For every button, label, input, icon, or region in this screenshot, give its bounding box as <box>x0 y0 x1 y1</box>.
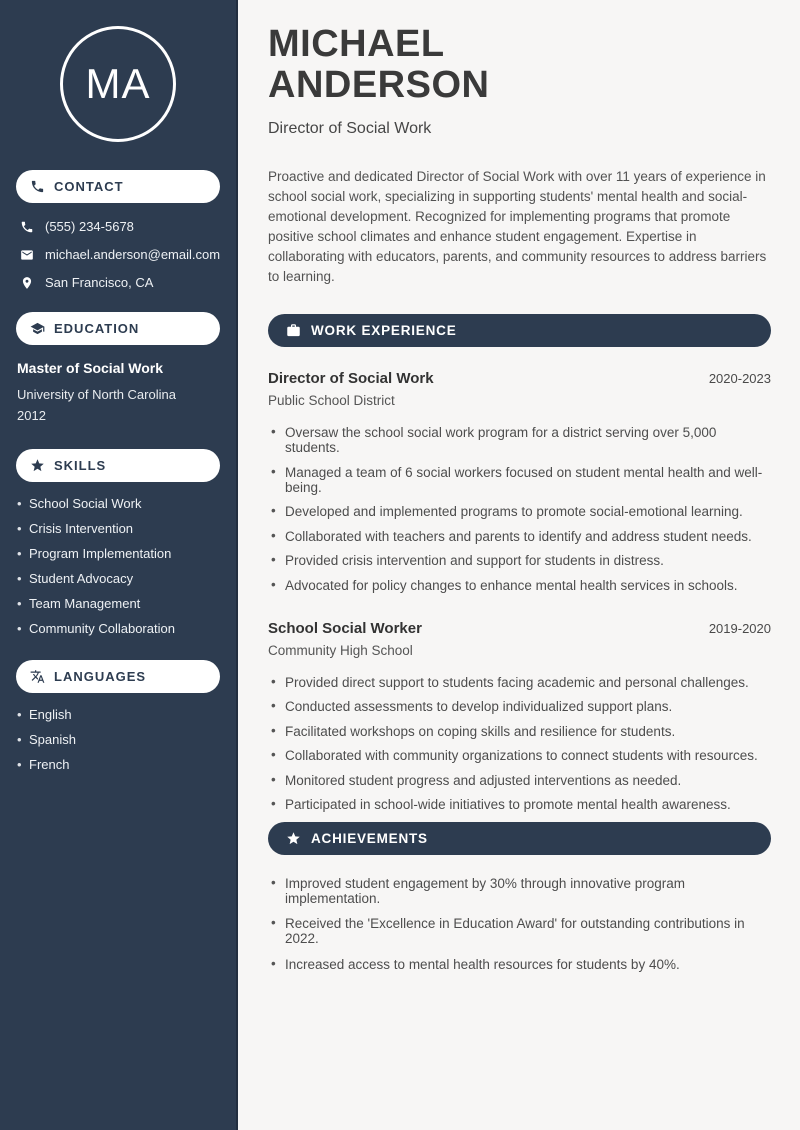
location-icon <box>20 276 34 290</box>
job-bullet: • Developed and implemented programs to promote social-emotional learning. <box>268 504 771 519</box>
work-experience-section-header <box>268 314 771 347</box>
contact-email <box>16 247 220 262</box>
achievements-list <box>268 876 771 972</box>
languages-section-label: LANGUAGES <box>54 669 147 684</box>
star-icon <box>286 831 301 846</box>
education-section-label: EDUCATION <box>54 321 140 336</box>
job-bullet: • Advocated for policy changes to enhance mental health services in schools. <box>268 578 771 593</box>
mail-icon <box>20 248 34 262</box>
achievement-bullet: • Improved student engagement by 30% through innovative program implementation. <box>268 876 771 906</box>
education-section-header <box>16 312 220 345</box>
page-title <box>268 24 771 106</box>
job-entry <box>268 620 771 813</box>
achievement-bullet: • Increased access to mental health resources for students by 40%. <box>268 957 771 972</box>
job-bullet: • Conducted assessments to develop individualized support plans. <box>268 699 771 714</box>
job-header <box>268 370 771 387</box>
education-school: University of North Carolina <box>17 387 176 402</box>
work-experience-section-label: WORK EXPERIENCE <box>311 323 457 338</box>
job-bullet: • Participated in school-wide initiatives to promote mental health awareness. <box>268 797 771 812</box>
contact-phone-text: (555) 234-5678 <box>45 219 134 234</box>
contact-phone <box>16 219 220 234</box>
sidebar <box>0 0 238 1130</box>
skills-section-header <box>16 449 220 482</box>
skill-item: • Community Collaboration <box>16 621 220 637</box>
job-header <box>268 620 771 637</box>
contact-section-header <box>16 170 220 203</box>
job-title: Director of Social Work <box>268 370 434 387</box>
graduation-cap-icon <box>30 321 45 336</box>
last-name: ANDERSON <box>268 64 490 106</box>
job-bullet-list <box>268 425 771 593</box>
job-bullet: • Monitored student progress and adjusted interventions as needed. <box>268 773 771 788</box>
phone-icon <box>30 179 45 194</box>
avatar-initials: MA <box>85 60 151 107</box>
job-dates: 2019-2020 <box>708 620 771 636</box>
achievement-bullet: • Received the 'Excellence in Education Award' for outstanding contributions in 2022. <box>268 916 771 946</box>
skills-list <box>16 496 220 637</box>
skill-item: • Crisis Intervention <box>16 521 220 537</box>
skill-item: • Program Implementation <box>16 546 220 562</box>
education-year: 2012 <box>17 408 46 423</box>
language-item: • French <box>16 757 220 773</box>
job-bullet: • Provided direct support to students facing academic and personal challenges. <box>268 675 771 690</box>
education-degree: Master of Social Work <box>17 360 164 376</box>
job-bullet: • Managed a team of 6 social workers focused on student mental health and well-being. <box>268 465 771 495</box>
contact-section-label: CONTACT <box>54 179 124 194</box>
professional-summary: Proactive and dedicated Director of Social Work with over 11 years of experience in school social work, specializing in supporting students' mental health and social-emotional development. Recognized for implementing programs that promote positive school climates and enhance student engagement. Expertise in collaborating with educators, parents, and community resources to address barriers to learning. <box>268 169 767 284</box>
job-company: Community High School <box>268 642 413 658</box>
contact-location <box>16 275 220 290</box>
language-item: • Spanish <box>16 732 220 748</box>
achievements-section-header <box>268 822 771 855</box>
job-bullet: • Collaborated with community organizations to connect students with resources. <box>268 748 771 763</box>
phone-icon <box>20 220 34 234</box>
contact-location-text: San Francisco, CA <box>45 275 154 290</box>
briefcase-icon <box>286 323 301 338</box>
avatar <box>60 26 176 142</box>
translate-icon <box>30 669 45 684</box>
job-company: Public School District <box>268 393 395 408</box>
education-entry <box>17 360 220 426</box>
achievements-section-label: ACHIEVEMENTS <box>311 830 428 846</box>
job-bullet-list <box>268 675 771 813</box>
languages-section-header <box>16 660 220 693</box>
job-bullet: • Provided crisis intervention and support for students in distress. <box>268 553 771 568</box>
language-item: • English <box>16 707 220 723</box>
skill-item: • Student Advocacy <box>16 571 220 587</box>
job-dates: 2020-2023 <box>708 371 771 386</box>
first-name: MICHAEL <box>268 23 445 65</box>
main-content <box>238 0 800 1130</box>
professional-title: Director of Social Work <box>268 120 432 137</box>
skill-item: • School Social Work <box>16 496 220 512</box>
skills-section-label: SKILLS <box>54 458 107 473</box>
job-entry <box>268 370 771 593</box>
star-icon <box>30 458 45 473</box>
job-bullet: • Collaborated with teachers and parents to identify and address student needs. <box>268 529 771 544</box>
job-title: School Social Worker <box>268 619 422 637</box>
job-bullet: • Facilitated workshops on coping skills and resilience for students. <box>268 724 771 739</box>
contact-list <box>16 219 220 290</box>
job-bullet: • Oversaw the school social work program for a district serving over 5,000 students. <box>268 425 771 455</box>
languages-list <box>16 707 220 773</box>
skill-item: • Team Management <box>16 596 220 612</box>
contact-email-text: michael.anderson@email.com <box>45 247 221 262</box>
